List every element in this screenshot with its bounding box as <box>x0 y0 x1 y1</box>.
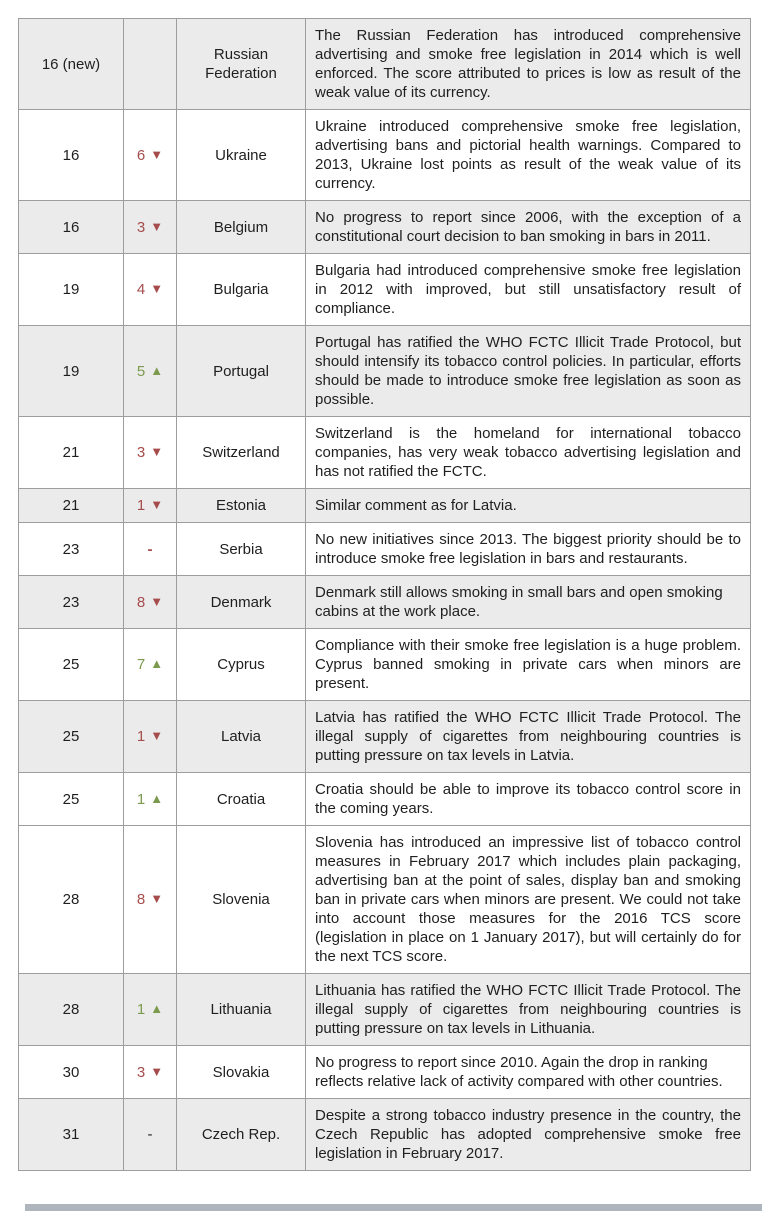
rank-cell <box>19 523 124 576</box>
rank-change-value: - <box>147 1126 153 1143</box>
rank-up-icon: ▲ <box>150 656 164 671</box>
rank-change-cell <box>124 489 177 523</box>
country-name: Serbia <box>219 540 263 558</box>
rank-down-icon: ▼ <box>150 218 164 234</box>
country-cell <box>177 19 306 110</box>
rank-down-icon: ▼ <box>150 593 164 609</box>
comment-cell <box>306 974 751 1046</box>
rank-value: 21 <box>62 497 80 514</box>
rank-change-value: 1 <box>136 790 146 808</box>
country-name: Switzerland <box>202 444 280 461</box>
comment-text: No progress to report since 2010. Again the drop in ranking reflects relative lack of activity compared with other countries. <box>315 1054 723 1090</box>
rank-down-icon: ▼ <box>150 891 164 906</box>
table-row <box>19 1046 751 1099</box>
comment-text: Portugal has ratified the WHO FCTC Illicit Trade Protocol, but should intensify its tobacco control policies. In particular, efforts should be made to introduce smoke free legislation as soon as possible. <box>315 334 741 408</box>
country-cell <box>177 701 306 773</box>
comment-text: Compliance with their smoke free legislation is a huge problem. Cyprus banned smoking in private cars when minors are present. <box>315 637 741 692</box>
rank-cell <box>19 19 124 110</box>
comment-cell <box>306 826 751 974</box>
table-row <box>19 110 751 201</box>
rank-cell <box>19 489 124 523</box>
table-row <box>19 326 751 417</box>
comment-text: Latvia has ratified the WHO FCTC Illicit Trade Protocol. The illegal supply of cigarettes from neighbouring countries is putting pressure on tax levels in Latvia. <box>315 709 741 764</box>
comment-cell <box>306 523 751 576</box>
comment-text: Slovenia has introduced an impressive list of tobacco control measures in February 2017 which includes plain packaging, advertising ban at the point of sales, display ban and smoking ban in private cars when minors are present. We could not take into account those measures for the 2016 TCS score (legislation in place on 1 January 2017), but will certainly do for the next TCS score. <box>315 834 741 965</box>
country-cell <box>177 254 306 326</box>
rank-cell <box>19 326 124 417</box>
country-name: Latvia <box>220 728 262 745</box>
rank-value: 30 <box>62 1063 80 1081</box>
rank-change-cell <box>124 19 177 110</box>
rank-up-icon: ▲ <box>150 362 164 378</box>
rank-down-icon: ▼ <box>150 728 164 743</box>
comment-cell <box>306 326 751 417</box>
rank-change-cell <box>124 1046 177 1099</box>
country-name: Portugal <box>213 362 269 380</box>
rank-value: 16 <box>62 218 80 236</box>
comment-cell <box>306 201 751 254</box>
rank-cell <box>19 701 124 773</box>
rank-cell <box>19 1046 124 1099</box>
country-name: Russian Federation <box>205 46 277 82</box>
next-table-top-edge <box>25 1204 762 1211</box>
rank-change-cell <box>124 110 177 201</box>
rank-change-value: 8 <box>136 891 146 908</box>
rank-value: 25 <box>62 790 80 808</box>
rank-change-cell <box>124 254 177 326</box>
rank-value: 19 <box>62 281 80 298</box>
rank-change-value: 3 <box>136 218 146 236</box>
rank-cell <box>19 629 124 701</box>
rank-change-cell <box>124 201 177 254</box>
country-cell <box>177 974 306 1046</box>
rank-change-value: 1 <box>136 1001 146 1018</box>
rank-cell <box>19 826 124 974</box>
table-row <box>19 1099 751 1171</box>
country-cell <box>177 576 306 629</box>
rank-change-cell <box>124 523 177 576</box>
country-name: Czech Rep. <box>201 1126 281 1143</box>
country-cell <box>177 489 306 523</box>
comment-text: No new initiatives since 2013. The biggest priority should be to introduce smoke free legislation in bars and restaurants. <box>315 531 741 567</box>
rank-change-cell <box>124 974 177 1046</box>
rank-change-value: 3 <box>136 444 146 461</box>
rank-change-value: 6 <box>136 146 146 164</box>
table-row <box>19 417 751 489</box>
table-row <box>19 629 751 701</box>
rank-change-cell <box>124 1099 177 1171</box>
comment-text: Ukraine introduced comprehensive smoke free legislation, advertising bans and pictorial health warnings. Compared to 2013, Ukraine lost points as result of the weak value of its currency. <box>315 118 741 192</box>
comment-cell <box>306 417 751 489</box>
country-cell <box>177 1099 306 1171</box>
comment-cell <box>306 629 751 701</box>
rank-value: 23 <box>62 540 80 558</box>
rank-cell <box>19 254 124 326</box>
country-name: Belgium <box>213 218 269 236</box>
comment-cell <box>306 1046 751 1099</box>
table-row <box>19 489 751 523</box>
country-name: Estonia <box>215 497 267 514</box>
comment-text: Lithuania has ratified the WHO FCTC Illicit Trade Protocol. The illegal supply of cigarettes from neighbouring countries is putting pressure on tax levels in Lithuania. <box>315 982 741 1037</box>
rank-cell <box>19 1099 124 1171</box>
rank-change-cell <box>124 417 177 489</box>
rank-value: 25 <box>62 728 80 745</box>
comment-cell <box>306 701 751 773</box>
country-cell <box>177 523 306 576</box>
rank-cell <box>19 773 124 826</box>
rank-change-value: 1 <box>136 497 146 514</box>
rank-value: 21 <box>62 444 80 461</box>
table-row <box>19 826 751 974</box>
rank-change-value: 3 <box>136 1063 146 1081</box>
rank-cell <box>19 201 124 254</box>
comment-text: Despite a strong tobacco industry presence in the country, the Czech Republic has adopted comprehensive smoke free legislation in February 2017. <box>315 1107 741 1162</box>
comment-text: Denmark still allows smoking in small bars and open smoking cabins at the work place. <box>315 584 723 620</box>
country-cell <box>177 773 306 826</box>
country-cell <box>177 1046 306 1099</box>
rank-down-icon: ▼ <box>150 497 164 512</box>
country-cell <box>177 326 306 417</box>
rank-cell <box>19 576 124 629</box>
comment-cell <box>306 576 751 629</box>
rank-cell <box>19 110 124 201</box>
country-cell <box>177 201 306 254</box>
country-cell <box>177 110 306 201</box>
comment-cell <box>306 773 751 826</box>
rank-value: 28 <box>62 1001 80 1018</box>
rank-change-cell <box>124 629 177 701</box>
table-row <box>19 773 751 826</box>
comment-cell <box>306 110 751 201</box>
comment-text: Similar comment as for Latvia. <box>315 497 517 514</box>
rank-up-icon: ▲ <box>150 1001 164 1016</box>
country-cell <box>177 417 306 489</box>
tcs-ranking-table <box>18 18 751 1171</box>
comment-text: Bulgaria had introduced comprehensive smoke free legislation in 2012 with improved, but still unsatisfactory result of compliance. <box>315 262 741 317</box>
rank-value: 25 <box>62 656 80 673</box>
country-name: Croatia <box>216 790 266 808</box>
rank-value: 16 <box>62 146 80 164</box>
country-name: Slovenia <box>212 891 270 908</box>
rank-value: 23 <box>62 593 80 611</box>
rank-cell <box>19 417 124 489</box>
rank-change-value: 8 <box>136 593 146 611</box>
comment-text: Switzerland is the homeland for international tobacco companies, has very weak tobacco advertising legislation and has not ratified the FCTC. <box>315 425 741 480</box>
comment-cell <box>306 1099 751 1171</box>
rank-change-cell <box>124 773 177 826</box>
rank-change-value: 4 <box>136 281 146 298</box>
table-row <box>19 523 751 576</box>
table-row <box>19 701 751 773</box>
comment-text: No progress to report since 2006, with the exception of a constitutional court decision to ban smoking in bars in 2011. <box>315 209 741 245</box>
comment-text: The Russian Federation has introduced comprehensive advertising and smoke free legislation in 2014 which is well enforced. The score attributed to prices is low as result of the weak value of its currency. <box>315 27 741 101</box>
rank-up-icon: ▲ <box>150 790 164 806</box>
country-name: Cyprus <box>217 656 265 673</box>
country-name: Bulgaria <box>213 281 269 298</box>
country-name: Lithuania <box>210 1001 272 1018</box>
comment-text: Croatia should be able to improve its tobacco control score in the coming years. <box>315 781 741 817</box>
rank-change-value: 1 <box>136 728 146 745</box>
rank-down-icon: ▼ <box>150 146 164 162</box>
rank-value: 31 <box>62 1126 80 1143</box>
country-name: Slovakia <box>212 1063 270 1081</box>
country-cell <box>177 629 306 701</box>
country-name: Ukraine <box>215 146 267 164</box>
rank-change-value: 7 <box>136 656 146 673</box>
rank-change-cell <box>124 576 177 629</box>
rank-down-icon: ▼ <box>150 444 164 459</box>
table-row <box>19 201 751 254</box>
rank-change-cell <box>124 826 177 974</box>
rank-value: 28 <box>62 891 80 908</box>
rank-cell <box>19 974 124 1046</box>
comment-cell <box>306 254 751 326</box>
comment-cell <box>306 489 751 523</box>
rank-change-value: 5 <box>136 362 146 380</box>
rank-down-icon: ▼ <box>150 1063 164 1079</box>
table-row <box>19 254 751 326</box>
country-name: Denmark <box>210 593 272 611</box>
country-cell <box>177 826 306 974</box>
rank-value: 19 <box>62 362 80 380</box>
rank-down-icon: ▼ <box>150 281 164 296</box>
rank-change-cell <box>124 701 177 773</box>
table-row <box>19 974 751 1046</box>
rank-value: 16 (new) <box>41 55 101 73</box>
table-row <box>19 19 751 110</box>
comment-cell <box>306 19 751 110</box>
table-row <box>19 576 751 629</box>
rank-change-value: - <box>147 540 153 558</box>
rank-change-cell <box>124 326 177 417</box>
